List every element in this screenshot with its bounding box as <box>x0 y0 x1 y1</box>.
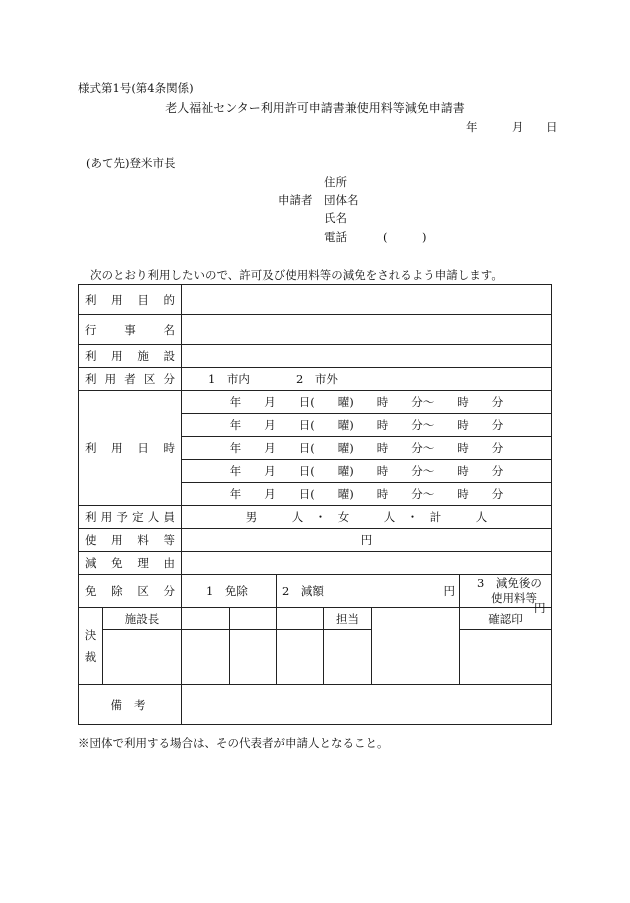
row-fee <box>79 529 552 552</box>
reason-label: 減免理由 <box>79 552 182 575</box>
addressee: (あて先)登米市長 <box>86 156 176 170</box>
row-reason <box>79 552 552 575</box>
purpose-field[interactable] <box>182 285 552 315</box>
exempt-option-after-label-b: 使用料等 <box>491 591 537 605</box>
intro-text: 次のとおり利用したいので、許可及び使用料等の減免をされるよう申請します。 <box>90 268 503 282</box>
decision-label-bottom: 裁 <box>84 650 97 664</box>
people-field[interactable]: 男 人 ・ 女 人 ・ 計 人 <box>182 506 552 529</box>
applicant-group-label: 団体名 <box>324 193 359 207</box>
application-date <box>466 119 558 135</box>
applicant-address-label: 住所 <box>324 175 347 189</box>
row-approval-stamps <box>79 630 552 685</box>
exempt-reduce-yen: 円 <box>443 584 455 598</box>
user-class-field[interactable] <box>182 368 552 391</box>
decision-label <box>79 608 103 685</box>
applicant-name-label: 氏名 <box>324 211 347 225</box>
applicant-phone-parens: ( ) <box>383 230 427 244</box>
application-form-table <box>78 284 552 725</box>
row-remarks <box>79 685 552 725</box>
datetime-line-4[interactable]: 年 月 日( 曜) 時 分～ 時 分 <box>182 460 552 483</box>
event-label: 行事名 <box>79 315 182 345</box>
exempt-after-yen: 円 <box>534 601 546 615</box>
row-people <box>79 506 552 529</box>
datetime-label: 利用日時 <box>79 391 182 506</box>
seal-stamp[interactable] <box>460 630 552 685</box>
footnote: ※団体で利用する場合は、その代表者が申請人となること。 <box>78 736 389 750</box>
fee-yen-unit: 円 <box>360 533 373 547</box>
exempt-option-reduce[interactable] <box>277 575 460 608</box>
date-month: 月 <box>512 120 524 134</box>
people-label: 利用予定人員 <box>79 506 182 529</box>
user-class-option-city: 1 市内 <box>208 372 250 386</box>
stamp-cell-1[interactable] <box>182 630 230 685</box>
row-purpose <box>79 285 552 315</box>
row-facility <box>79 345 552 368</box>
fee-label: 使用料等 <box>79 529 182 552</box>
facility-field[interactable] <box>182 345 552 368</box>
exempt-option-full-label: 1 免除 <box>206 584 248 598</box>
exempt-option-reduce-label: 2 減額 <box>282 584 324 598</box>
remarks-label <box>79 685 182 725</box>
datetime-line-1[interactable]: 年 月 日( 曜) 時 分～ 時 分 <box>182 391 552 414</box>
row-user-class <box>79 368 552 391</box>
approval-head-cell-3 <box>277 608 324 630</box>
row-exempt-class <box>79 575 552 608</box>
seal-label: 確認印 <box>460 608 552 630</box>
user-class-option-outside: 2 市外 <box>296 372 338 386</box>
purpose-label: 利用目的 <box>79 285 182 315</box>
approval-head-cell-1 <box>182 608 230 630</box>
staff-stamp[interactable] <box>324 630 372 685</box>
applicant-label: 申請者 <box>278 193 313 207</box>
page-title: 老人福祉センター利用許可申請書兼使用料等減免申請書 <box>165 101 465 115</box>
approval-head-cell-2 <box>230 608 277 630</box>
decision-label-top: 決 <box>84 628 97 642</box>
event-field[interactable] <box>182 315 552 345</box>
user-class-label: 利用者区分 <box>79 368 182 391</box>
director-label: 施設長 <box>103 608 182 630</box>
form-number: 様式第1号(第4条関係) <box>78 81 194 95</box>
fee-field[interactable] <box>182 529 552 552</box>
date-day: 日 <box>546 120 558 134</box>
staff-label: 担当 <box>324 608 372 630</box>
row-event <box>79 315 552 345</box>
row-datetime-1 <box>79 391 552 414</box>
row-approval-head <box>79 608 552 630</box>
datetime-line-3[interactable]: 年 月 日( 曜) 時 分～ 時 分 <box>182 437 552 460</box>
approval-wide-cell[interactable] <box>372 608 460 685</box>
datetime-line-5[interactable]: 年 月 日( 曜) 時 分～ 時 分 <box>182 483 552 506</box>
director-stamp[interactable] <box>103 630 182 685</box>
stamp-cell-3[interactable] <box>277 630 324 685</box>
exempt-option-full[interactable] <box>182 575 277 608</box>
exempt-class-label: 免除区分 <box>79 575 182 608</box>
date-year: 年 <box>466 120 478 134</box>
applicant-phone-label: 電話 <box>324 230 347 244</box>
remarks-label-text: 備考 <box>110 697 158 712</box>
datetime-line-2[interactable]: 年 月 日( 曜) 時 分～ 時 分 <box>182 414 552 437</box>
remarks-field[interactable] <box>182 685 552 725</box>
exempt-option-after-label-a: 3 減免後の <box>477 576 542 590</box>
stamp-cell-2[interactable] <box>230 630 277 685</box>
facility-label: 利用施設 <box>79 345 182 368</box>
reason-field[interactable] <box>182 552 552 575</box>
